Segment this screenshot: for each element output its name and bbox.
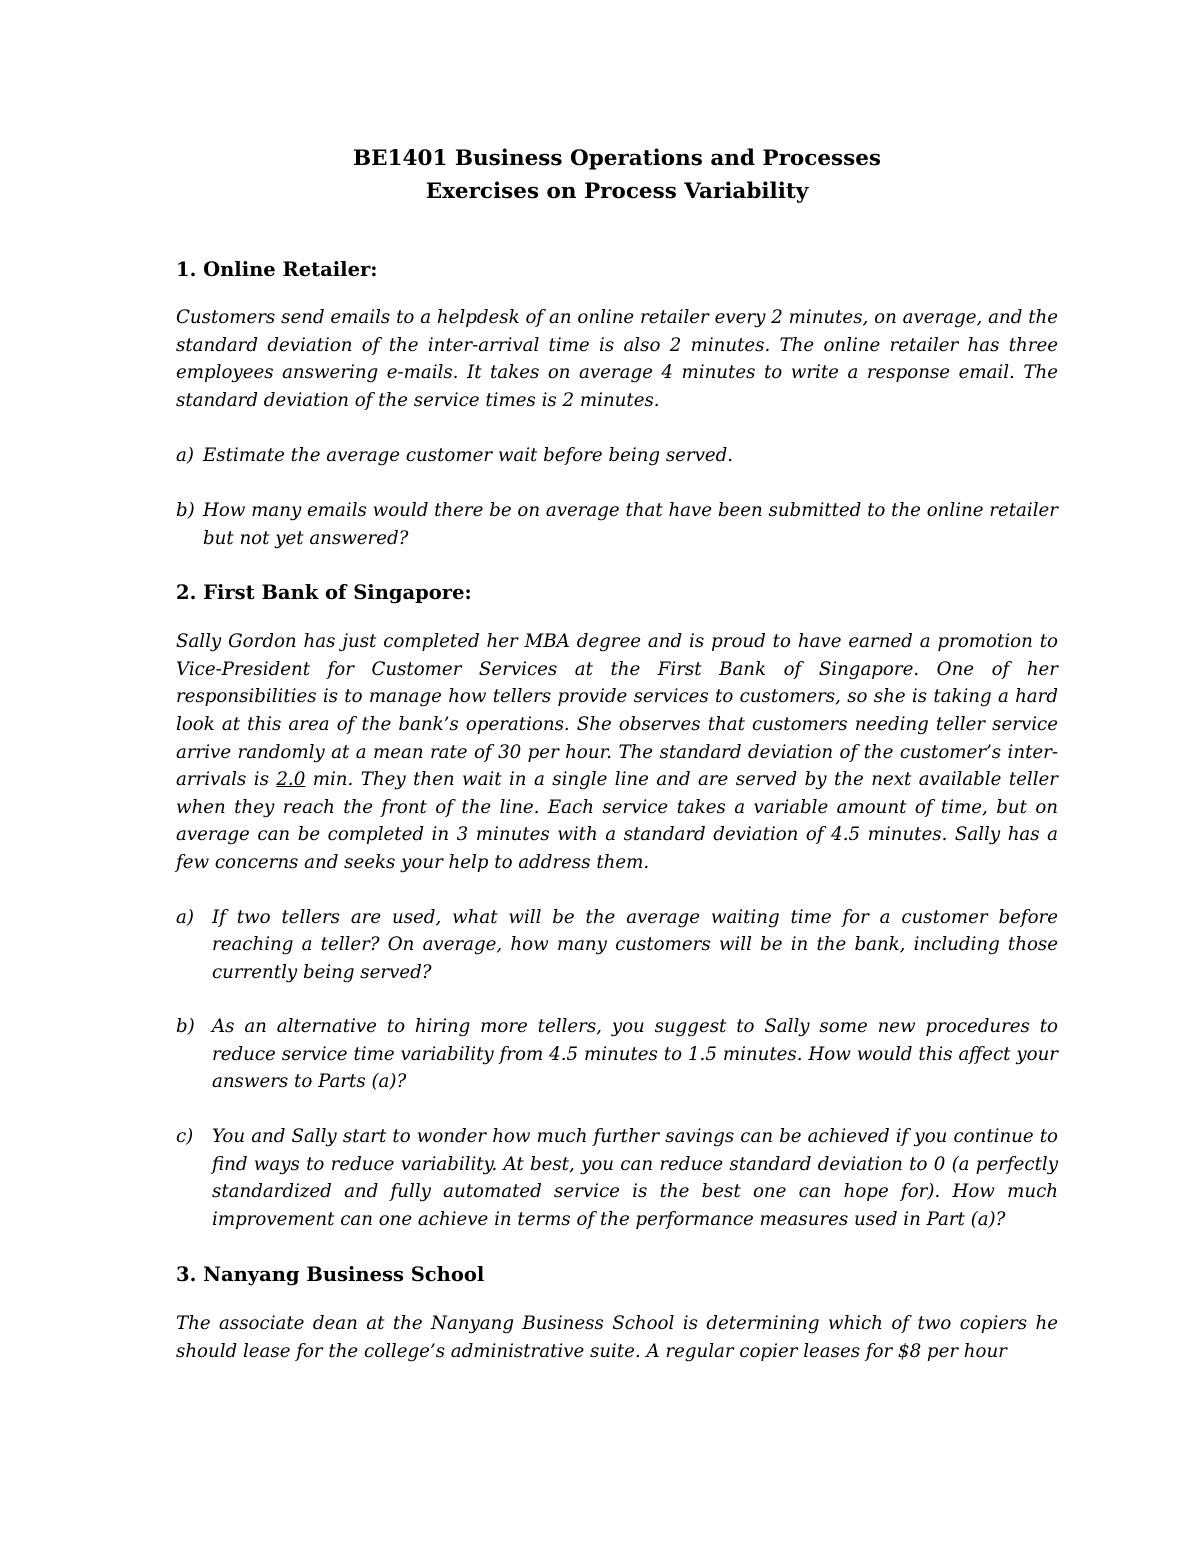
section-3-heading: 3. Nanyang Business School [176, 1263, 485, 1287]
question-text: If two tellers are used, what will be the average waiting time for a customer before reaching a teller? On average, how many customers will be in the bank, including those currently being served? [212, 906, 1058, 983]
question-label: a) [176, 906, 194, 928]
section-2-question-c [176, 1123, 1058, 1233]
section-3-paragraph: The associate dean at the Nanyang Business School is determining which of two copiers he should lease for the college’s administrative suite. A regular copier leases for $8 per hour [176, 1313, 1058, 1363]
document-title-line1: BE1401 Business Operations and Processes [353, 146, 881, 171]
section-2-question-a [176, 904, 1058, 987]
section-2-question-b [176, 1013, 1058, 1096]
question-label: a) [176, 445, 194, 467]
question-text: You and Sally start to wonder how much further savings can be achieved if you continue to find ways to reduce variability. At best, you can reduce standard deviation to 0 (a perfectly standardized and fully automated service is the best one can hope for). How much improvement can one achieve in terms of the performance measures used in Part (a)? [212, 1126, 1058, 1230]
section-1-question-b [176, 497, 1058, 552]
question-label: b) [176, 1016, 195, 1038]
question-label: c) [176, 1126, 194, 1148]
question-label: b) [176, 499, 195, 521]
document-title-line2: Exercises on Process Variability [425, 179, 809, 204]
section-1-question-a [176, 442, 1058, 470]
question-text: As an alternative to hiring more tellers, you suggest to Sally some new procedures to reduce service time variability from 4.5 minutes to 1.5 minutes. How would this affect your answers to Parts (a)? [212, 1016, 1058, 1093]
paragraph-text: Sally Gordon has just completed her MBA degree and is proud to have earned a promotion to Vice-President for Customer Services at the First Bank of Singapore. One of her responsibilities is to manage how tellers provide services to customers, so she is taking a hard look at this area of the bank’s operations. She observes that customers needing teller service arrive randomly at a mean rate of 30 per hour. The standard deviation of the customer’s inter-arrivals is [176, 631, 1058, 791]
section-2-paragraph [176, 628, 1058, 876]
question-text: How many emails would there be on average that have been submitted to the online retailer but not yet answered? [203, 499, 1058, 549]
section-1-paragraph: Customers send emails to a helpdesk of an online retailer every 2 minutes, on average, and the standard deviation of the inter-arrival time is also 2 minutes. The online retailer has three employees answering e-mails. It takes on average 4 minutes to write a response email. The standard deviation of the service times is 2 minutes. [176, 307, 1058, 411]
question-text: Estimate the average customer wait before being served. [203, 445, 734, 467]
section-2-heading: 2. First Bank of Singapore: [176, 581, 472, 605]
section-1-heading: 1. Online Retailer: [176, 258, 378, 281]
paragraph-text: min. They then wait in a single line and are served by the next available teller when they reach the front of the line. Each service takes a variable amount of time, but on average can be completed in 3 minutes with a standard deviation of 4.5 minutes. Sally has a few concerns and seeks your help to address them. [176, 769, 1058, 873]
underlined-value: 2.0 [276, 769, 306, 791]
